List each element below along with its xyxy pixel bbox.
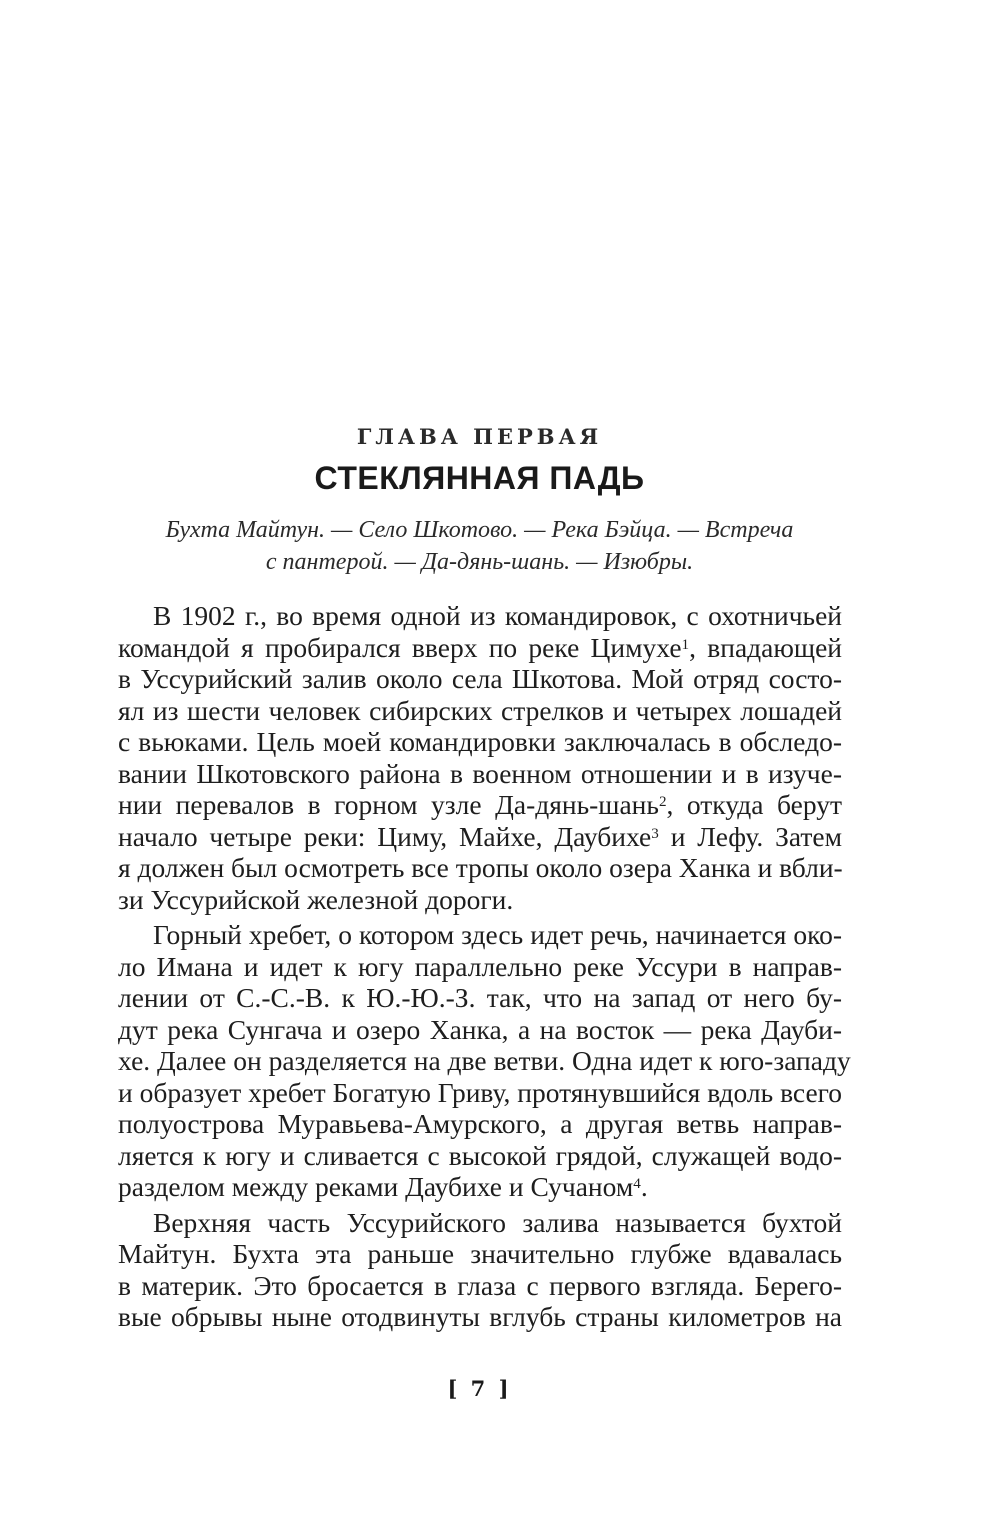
- text-line: нии перевалов в горном узле Да-дянь-шань$^2$, откуда берут: [118, 789, 842, 820]
- epigraph-line: с пантерой. — Да-дянь-шань. — Изюбры.: [265, 549, 694, 575]
- body-text: [118, 600, 851, 1333]
- text-line: вые обрывы ныне отодвинуты вглубь страны километров на: [118, 1301, 842, 1332]
- text-line: ял из шести человек сибирских стрелков и четырех лошадей: [118, 694, 842, 726]
- paragraph: [118, 600, 842, 915]
- chapter-title: СТЕКЛЯННАЯ ПАДЬ: [314, 460, 645, 496]
- text-line: Верхняя часть Уссурийского залива называется бухтой: [153, 1206, 842, 1238]
- text-line: командой я пробирался вверх по реке Цимухе$^1$, впадающей: [118, 631, 842, 663]
- text-line: в Уссурийский залив около села Шкотова. Мой отряд состо-: [118, 663, 842, 694]
- text-line: начало четыре реки: Циму, Майхе, Даубихе$^3$ и Лефу. Затем: [118, 820, 843, 852]
- epigraph-line: Бухта Майтун. — Село Шкотово. — Река Бэйца. — Встреча: [165, 517, 794, 543]
- chapter-label: ГЛАВА ПЕРВАЯ: [356, 424, 603, 449]
- footnote-marker: 1: [681, 636, 690, 653]
- text-line: лении от С.-С.-В. к Ю.-Ю.-З. так, что на запад от него бу-: [118, 982, 842, 1013]
- footnote-marker: 3: [651, 825, 659, 842]
- text-line: ляется к югу и сливается с высокой грядой, служащей водо-: [118, 1139, 842, 1171]
- chapter-epigraph: [120, 514, 839, 578]
- text-line: с вьюками. Цель моей командировки заключалась в обследо-: [118, 726, 842, 757]
- footnote-marker: 2: [658, 794, 667, 810]
- text-line: вании Шкотовского района в военном отношении и в изуче-: [118, 757, 842, 789]
- text-line: разделом между реками Даубихе и Сучаном$^4$.: [118, 1171, 648, 1202]
- paragraph: [118, 1207, 842, 1333]
- text-line: Майтун. Бухта эта раньше значительно глубже вдавалась: [118, 1238, 842, 1269]
- text-line: В 1902 г., во время одной из командировок, с охотничьей: [153, 600, 842, 631]
- footnote-marker: 4: [633, 1176, 641, 1192]
- text-line: в материк. Это бросается в глаза с первого взгляда. Берего-: [118, 1269, 842, 1301]
- text-line: зи Уссурийской железной дороги.: [118, 883, 514, 915]
- text-line: ло Имана и идет к югу параллельно реке Уссури в направ-: [118, 950, 842, 982]
- text-line: Горный хребет, о котором здесь идет речь, начинается око-: [153, 919, 842, 950]
- page-number: [ 7 ]: [447, 1376, 512, 1401]
- text-line: хе. Далее он разделяется на две ветви. Одна идет к юго-западу: [118, 1045, 851, 1076]
- text-line: я должен был осмотреть все тропы около озера Ханка и вбли-: [118, 852, 843, 883]
- text-line: и образует хребет Богатую Гриву, протянувшийся вдоль всего: [118, 1076, 842, 1108]
- text-line: полуострова Муравьева-Амурского, а другая ветвь направ-: [118, 1108, 842, 1139]
- paragraph: [118, 919, 851, 1203]
- text-line: дут река Сунгача и озеро Ханка, а на восток — река Дауби-: [118, 1013, 842, 1045]
